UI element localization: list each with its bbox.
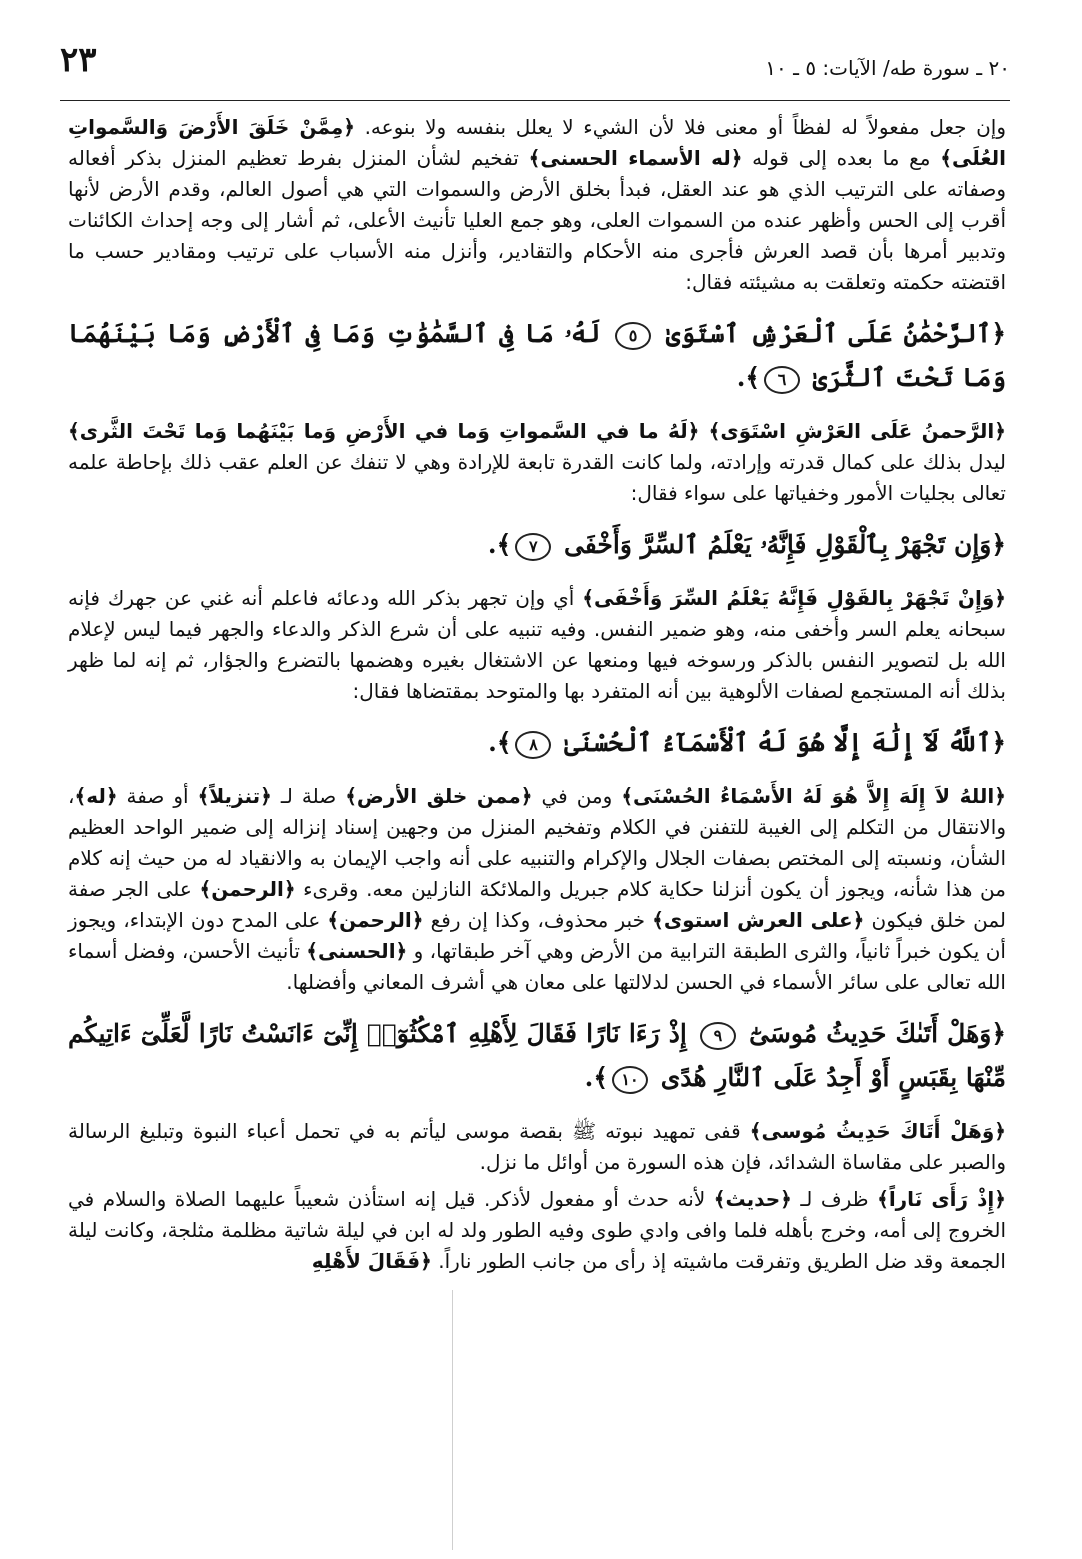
ayah-number-marker: ١٠ <box>612 1066 648 1094</box>
verse-text: لَهُۥ مَا فِى ٱلسَّمَٰوَٰتِ وَمَا فِى ٱلْأَرْضِ وَمَا بَيْنَهُمَا وَمَا تَحْتَ ٱلثَّرَىٰ <box>68 319 1006 392</box>
page-header <box>60 40 1010 102</box>
paragraph-1 <box>68 112 1006 298</box>
verse-block-7 <box>68 523 1006 567</box>
verse-text: ﴿وَإِن تَجْهَرْ بِٱلْقَوْلِ فَإِنَّهُۥ يَعْلَمُ ٱلسِّرَّ وَأَخْفَى <box>563 530 1006 559</box>
text: ظرف لـ <box>791 1187 878 1211</box>
text: قفى تمهيد نبوته ﷺ بقصة موسى ليأتم به في تحمل أعباء النبوة وتبليغ الرسالة والصبر على مقاساة الشدائد، فإن هذه السورة من أوائل ما نزل. <box>68 1119 1006 1174</box>
quran-quote: ﴿الرحمن﴾ <box>327 908 424 932</box>
quran-quote: ﴿حديث﴾ <box>713 1187 792 1211</box>
verse-end: ﴾. <box>488 728 512 757</box>
paragraph-2 <box>68 416 1006 509</box>
paragraph-3 <box>68 583 1006 707</box>
page-body <box>68 112 1006 1283</box>
ayah-number-marker: ٥ <box>615 322 651 350</box>
text: لأنه حدث أو مفعول لأذكر. قيل إنه استأذن شعيباً عليهما الصلاة والسلام في الخروج إلى أمه، وخرج بأهله فلما وافى وادي طوى وفيه الطور ولد له ابن في ليلة شاتية مظلمة مثلجة، وكانت ليلة الجمعة وقد ضل الطريق وتفرقت ماشيته إذ رأى من جانب الطور ناراً. <box>68 1187 1006 1273</box>
text: على المدح دون الإبتداء، ويجوز أن يكون خبراً ثانياً، والثرى الطبقة الترابية من الأرض وهي آخر طبقاتها، و <box>68 908 1006 963</box>
paragraph-6 <box>68 1184 1006 1277</box>
verse-block-8 <box>68 721 1006 765</box>
text: أو صفة <box>117 784 198 808</box>
quran-quote: ﴿مِمَّنْ خَلَقَ الأَرْضَ وَالسَّمواتِ العُلَى﴾ <box>68 115 1007 170</box>
text: وإن جعل مفعولاً له لفظاً أو معنى فلا لأن الشيء لا يعلل بنفسه ولا بنوعه. <box>354 115 1006 139</box>
header-rule <box>60 100 1010 101</box>
verse-end: ﴾. <box>487 530 512 559</box>
verse-block-9-10 <box>68 1012 1006 1100</box>
text: خبر محذوف، وكذا إن رفع <box>423 908 653 932</box>
quran-quote: ﴿الحسنى﴾ <box>306 939 408 963</box>
text: تفخيم لشأن المنزل بفرط تعظيم المنزل بذكر أفعاله وصفاته على الترتيب الذي هو عند العقل، فبدأ بخلق الأرض والسموات التي هي أصول العالم، وقدم الأرض لأنها أقرب إلى الحس وأظهر عنده من السموات العلى، وهو جمع العليا تأنيث الأعلى، ثم أشار إلى وجه إحداث الكائنات وتدبير أمرها بأن قصد العرش فأجرى منه الأحكام والتقادير، وأنزل منه الأسباب على ترتيب ومقادير حسب ما اقتضته حكمته وتعلقت به مشيئته فقال: <box>68 146 1006 294</box>
ayah-number-marker: ٧ <box>515 533 551 561</box>
quran-quote: ﴿له﴾ <box>74 784 118 808</box>
ayah-number-marker: ٦ <box>764 366 800 394</box>
quran-quote: ﴿ممن خلق الأرض﴾ <box>345 784 533 808</box>
text: ومن في <box>532 784 622 808</box>
text: على الجر صفة لمن خلق فيكون <box>68 877 1006 932</box>
verse-text: ﴿وَهَلْ أَتَىٰكَ حَدِيثُ مُوسَىٰٓ <box>749 1019 1007 1048</box>
paragraph-4 <box>68 781 1006 998</box>
text: مع ما بعده إلى قوله <box>742 146 941 170</box>
quran-quote: ﴿الرحمن﴾ <box>199 877 296 901</box>
quran-quote: ﴿وَإِنْ تَجْهَرْ بِالقَوْلِ فَإِنَّهُ يَعْلَمُ السِّرَ وَأَخْفَى﴾ <box>582 586 1006 610</box>
quran-quote: ﴿فَقَالَ لأَهْلِهِ <box>311 1249 432 1273</box>
verse-text: ﴿ٱلرَّحْمَٰنُ عَلَى ٱلْعَرْشِ ٱسْتَوَىٰ <box>665 319 1006 348</box>
text: ليدل بذلك على كمال قدرته وإرادته، ولما كانت القدرة تابعة للإرادة وهي لا تنفك عن العلم عقب ذلك بإحاطة علمه تعالى بجليات الأمور وخفياتها على سواء فقال: <box>68 450 1006 505</box>
verse-block-5-6 <box>68 312 1006 400</box>
quran-quote: ﴿له الأسماء الحسنى﴾ <box>528 146 743 170</box>
paragraph-5 <box>68 1116 1006 1178</box>
quran-quote: ﴿اللهُ لاَ إِلَهَ إِلاَّ هُوَ لَهُ الأَسْمَاءُ الحُسْنَى﴾ <box>621 784 1006 808</box>
running-title: ٢٠ ـ سورة طه/ الآيات: ٥ ـ ١٠ <box>765 56 1010 80</box>
scan-artifact-line <box>452 1290 453 1550</box>
quran-quote: ﴿وَهَلْ أَتَاكَ حَدِيثُ مُوسى﴾ <box>749 1119 1006 1143</box>
quran-quote: ﴿الرَّحمنُ عَلَى العَرْشِ اسْتَوَى﴾ ﴿لَهُ ما في السَّمواتِ وَما في الأَرْضِ وَما بَيْنَهُما وَما تَحْتَ الثَّرى﴾ <box>68 419 1006 443</box>
page-number: ٢٣ <box>60 40 97 80</box>
text: صلة لـ <box>271 784 346 808</box>
quran-quote: ﴿إِذْ رَأَى نَاراً﴾ <box>877 1187 1007 1211</box>
text: ، والانتقال من التكلم إلى الغيبة للتفنن في الكلام وتفخيم المنزل من وجهين إسناد إنزاله إلى ضمير الواحد العظيم الشأن، ونسبته إلى المختص بصفات الجلال والإكرام والتنبيه على أنه واجب الإيمان به والانقياد له من حيث إنه كلام من هذا شأنه، ويجوز أن يكون أنزلنا حكاية كلام جبريل والملائكة النازلين معه. وقرىء <box>68 784 1006 901</box>
quran-quote: ﴿تنزيلاً﴾ <box>197 784 272 808</box>
verse-text: إِذْ رَءَا نَارًا فَقَالَ لِأَهْلِهِ ٱمْكُثُوٓا۟ إِنِّىٓ ءَانَسْتُ نَارًا لَّعَلِّىٓ ءَاتِيكُم مِّنْهَا بِقَبَسٍ أَوْ أَجِدُ عَلَى ٱلنَّارِ هُدًى <box>68 1019 1006 1092</box>
verse-end: ﴾. <box>736 363 761 392</box>
quran-quote: ﴿على العرش استوى﴾ <box>652 908 865 932</box>
ayah-number-marker: ٩ <box>700 1022 736 1050</box>
text: أي وإن تجهر بذكر الله ودعائه فاعلم أنه غني عن جهرك فإنه سبحانه يعلم السر وأخفى منه، وهو ضمير النفس. وفيه تنبيه على أن شرع الذكر والدعاء والجهر فيما ليس لإعلام الله بل لتصوير النفس بالذكر ورسوخه فيها ومنعها عن الاشتغال بغيره وهضمها بالتضرع والجؤار، ثم إنه لما ظهر بذلك أنه المستجمع لصفات الألوهية بين أنه المتفرد بها والمتوحد بمقتضاها فقال: <box>68 586 1006 703</box>
verse-text: ﴿ٱللَّهُ لَآ إِلَٰهَ إِلَّا هُوَ لَهُ ٱلْأَسْمَآءُ ٱلْحُسْنَىٰ <box>564 728 1006 757</box>
text: تأنيث الأحسن، وفضل أسماء الله تعالى على سائر الأسماء في الحسن لدلالتها على معان هي أشرف المعاني وأفضلها. <box>68 939 1006 994</box>
ayah-number-marker: ٨ <box>515 731 551 759</box>
verse-end: ﴾. <box>584 1063 609 1092</box>
